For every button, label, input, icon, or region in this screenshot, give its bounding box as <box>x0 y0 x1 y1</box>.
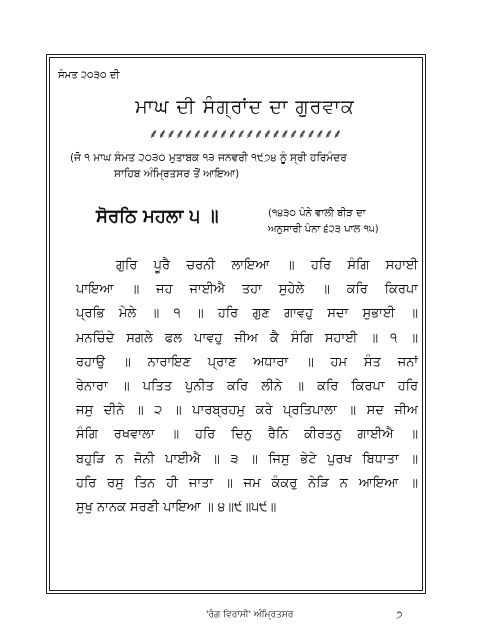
date-note-line-2: ਸਾਹਿਬ ਅੰਮ੍ਰਿਤਸਰ ਤੋਂ ਆਇਆ) <box>114 168 240 180</box>
source-line-2: ਅਨੁਸਾਰੀ ਪੰਨਾ ੬੨੩ ਪਾਲ ੧੫) <box>268 224 379 235</box>
page-number: ੭ <box>396 610 403 621</box>
ornament-divider: ⸙⸙⸙⸙⸙⸙⸙⸙⸙⸙⸙⸙⸙⸙⸙⸙⸙⸙⸙⸙⸙⸙ <box>148 127 342 142</box>
source-note <box>268 206 418 238</box>
verse-line: ਸੰਗਿ ਰਖਵਾਲਾ ॥ ਹਰਿ ਦਿਨੁ ਰੈਨਿ ਕੀਰਤਨੁ ਗਾਈਐ ॥ <box>76 427 418 443</box>
verse-line: ਜਸੁ ਦੀਨੇ ॥ ੨ ॥ ਪਾਰਬ੍ਰਹਮੁ ਕਰੇ ਪ੍ਰਤਿਪਾਲਾ ॥ ਸਦ ਜੀਅ <box>76 403 418 419</box>
verse-line: ਬਹੁੜਿ ਨ ਜੋਨੀ ਪਾਈਐ ॥ ੩ ॥ ਜਿਸੁ ਭੇਟੇ ਪੁਰਖ ਬਿਧਾਤਾ ॥ <box>76 451 418 467</box>
verse-line: ਗੁਰਿ ਪੂਰੈ ਚਰਨੀ ਲਾਇਆ ॥ ਹਰਿ ਸੰਗਿ ਸਹਾਈ <box>116 258 418 273</box>
footer-publisher: 'ਰੰਗ ਵਿਰਾਸੀ' ਅੰਮ੍ਰਿਤਸਰ <box>206 610 294 620</box>
verse-block <box>76 254 418 520</box>
shabad-heading: ਸੋਰਠਿ ਮਹਲਾ ੫ ॥ <box>96 206 219 227</box>
verse-line: ਸੁਖੁ ਨਾਨਕ ਸਰਣੀ ਪਾਇਆ ॥ ੪॥੯॥੫੯॥ <box>76 499 277 515</box>
date-note <box>70 150 430 182</box>
source-line-1: (੧੪੩੦ ਪੰਨੇ ਵਾਲੀ ਬੀੜ ਦਾ <box>268 208 366 219</box>
verse-line: ਰਹਾਉ ॥ ਨਾਰਾਇਣ ਪ੍ਰਾਣ ਅਧਾਰਾ ॥ ਹਮ ਸੰਤ ਜਨਾਂ <box>76 354 418 370</box>
verse-line: ਪ੍ਰਭਿ ਮੇਲੇ ॥ ੧ ॥ ਹਰਿ ਗੁਣ ਗਾਵਹੁ ਸਦਾ ਸੁਭਾਈ ॥ <box>76 306 418 322</box>
page-title: ਮਾਘ ਦੀ ਸੰਗ੍ਰਾਂਦ ਦਾ ਗੁਰਵਾਕ <box>135 96 355 118</box>
date-note-line-1: (ਜੋ ੧ ਮਾਘ ਸੰਮਤ ੨੦੩੦ ਮੁਤਾਬਕ ੧੩ ਜਨਵਰੀ ੧੯੭੪ ਨੂੰ ਸ੍ਰੀ ਹਰਿਮੰਦਰ <box>70 152 347 164</box>
verse-line: ਮਨਚਿੰਦੇ ਸਗਲੇ ਫਲ ਪਾਵਹੁ ਜੀਅ ਕੈ ਸੰਗਿ ਸਹਾਈ ॥ ੧ ॥ <box>76 330 418 346</box>
verse-line: ਹਰਿ ਰਸੁ ਤਿਨ ਹੀ ਜਾਤਾ ॥ ਜਮ ਕੰਕਰੁ ਨੇੜਿ ਨ ਆਇਆ ॥ <box>76 475 418 491</box>
verse-line: ਰੇਨਾਰਾ ॥ ਪਤਿਤ ਪੁਨੀਤ ਕਰਿ ਲੀਨੇ ॥ ਕਰਿ ਕਿਰਪਾ ਹਰਿ <box>76 378 418 394</box>
verse-line: ਪਾਇਆ ॥ ਜਹ ਜਾਈਐ ਤਹਾ ਸੁਹੇਲੇ ॥ ਕਰਿ ਕਿਰਪਾ <box>76 282 418 298</box>
year-label: ਸੰਮਤ ੨੦੩੦ ਦੀ <box>58 70 120 81</box>
